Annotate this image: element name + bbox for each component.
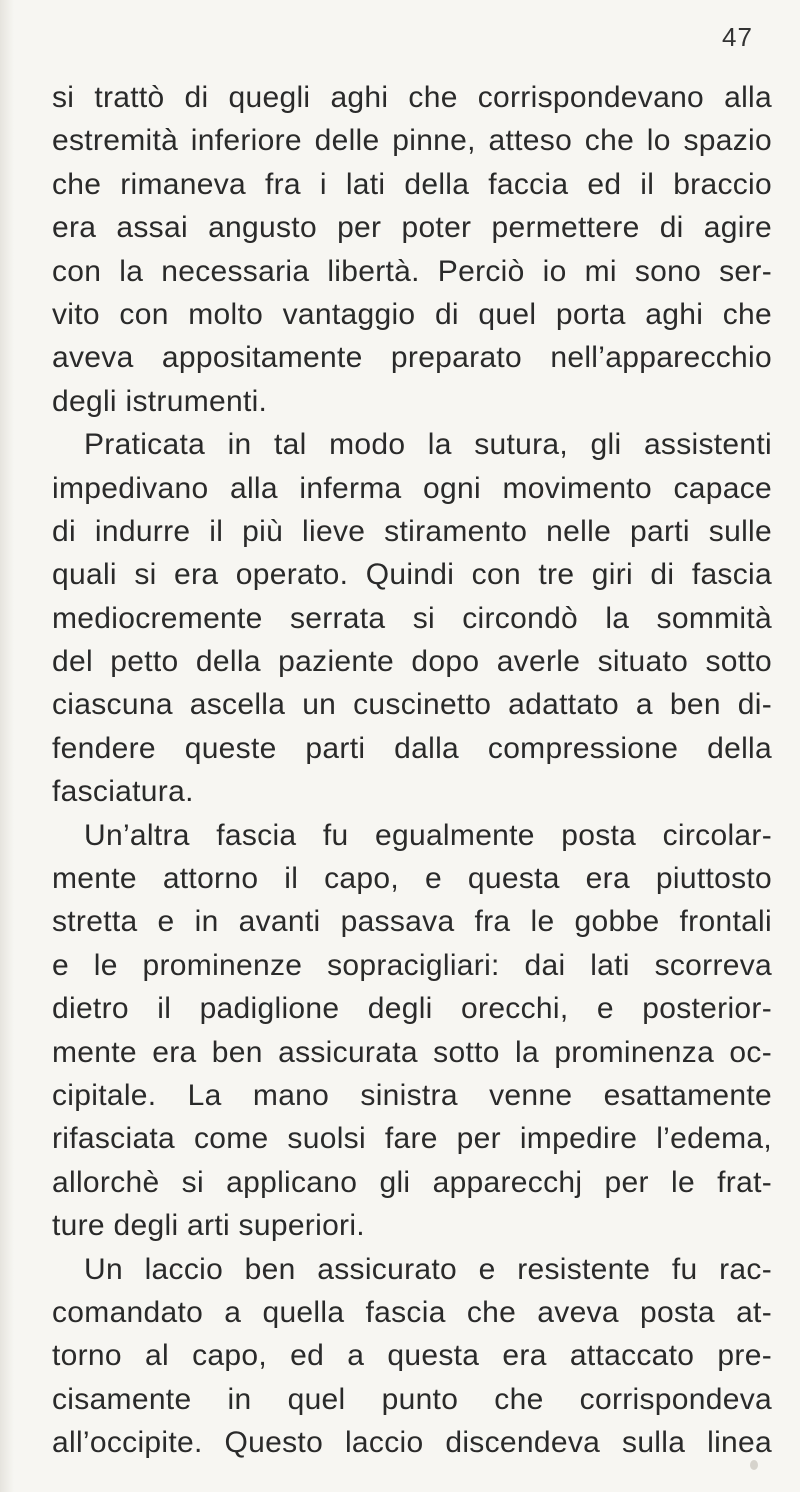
text-line: comandato a quella fascia che aveva posta at- — [52, 1295, 772, 1329]
text-line: degli istrumenti. — [52, 384, 268, 418]
text-line: torno al capo, ed a questa era attaccato pre- — [52, 1339, 772, 1373]
text-line: con la necessaria libertà. Perciò io mi sono ser- — [52, 254, 772, 288]
text-line: vito con molto vantaggio di quel porta aghi che — [52, 297, 772, 331]
text-line: rifasciata come suolsi fare per impedire l’edema, — [52, 1122, 772, 1156]
text-line: Un laccio ben assicurato e resistente fu rac- — [84, 1252, 772, 1286]
text-line: ture degli arti superiori. — [52, 1209, 365, 1243]
text-line: stretta e in avanti passava fra le gobbe frontali — [52, 905, 772, 939]
text-line: Un’altra fascia fu egualmente posta circolar- — [84, 818, 772, 852]
text-line: mediocremente serrata si circondò la sommità — [52, 601, 772, 635]
text-line: che rimaneva fra i lati della faccia ed il braccio — [52, 167, 772, 201]
text-line: fasciatura. — [52, 775, 194, 809]
text-line: cipitale. La mano sinistra venne esattamente — [52, 1078, 772, 1112]
text-line: impedivano alla inferma ogni movimento capace — [52, 471, 772, 505]
text-line: si trattò di quegli aghi che corrispondevano alla — [52, 81, 772, 114]
text-line: quali si era operato. Quindi con tre giri di fascia — [52, 558, 772, 592]
text-line: estremità inferiore delle pinne, atteso che lo spazio — [52, 124, 772, 158]
text-line: di indurre il più lieve stiramento nelle parti sulle — [52, 514, 772, 548]
text-line: del petto della paziente dopo averle situato sotto — [52, 645, 772, 679]
paper-speck — [750, 1460, 758, 1470]
text-line: dietro il padiglione degli orecchi, e posterior- — [52, 992, 772, 1026]
text-line: mente attorno il capo, e questa era piuttosto — [52, 862, 772, 896]
text-line: ciascuna ascella un cuscinetto adattato a ben di- — [52, 688, 772, 722]
text-line: e le prominenze sopracigliari: dai lati scorreva — [52, 948, 772, 982]
text-line: Praticata in tal modo la sutura, gli assistenti — [84, 428, 772, 462]
text-line: all’occipite. Questo laccio discendeva sulla linea — [52, 1426, 772, 1460]
text-line: mente era ben assicurata sotto la prominenza oc- — [52, 1035, 772, 1069]
text-line: aveva appositamente preparato nell’apparecchio — [52, 341, 772, 375]
page-number: 47 — [722, 22, 753, 52]
text-line: cisamente in quel punto che corrispondeva — [52, 1382, 772, 1416]
text-line: era assai angusto per poter permettere di agire — [52, 211, 772, 245]
text-line: fendere queste parti dalla compressione della — [52, 731, 772, 765]
page-edge-shadow — [0, 0, 14, 1492]
body-text — [52, 76, 772, 1465]
text-line: allorchè si applicano gli apparecchj per le frat- — [52, 1165, 772, 1199]
